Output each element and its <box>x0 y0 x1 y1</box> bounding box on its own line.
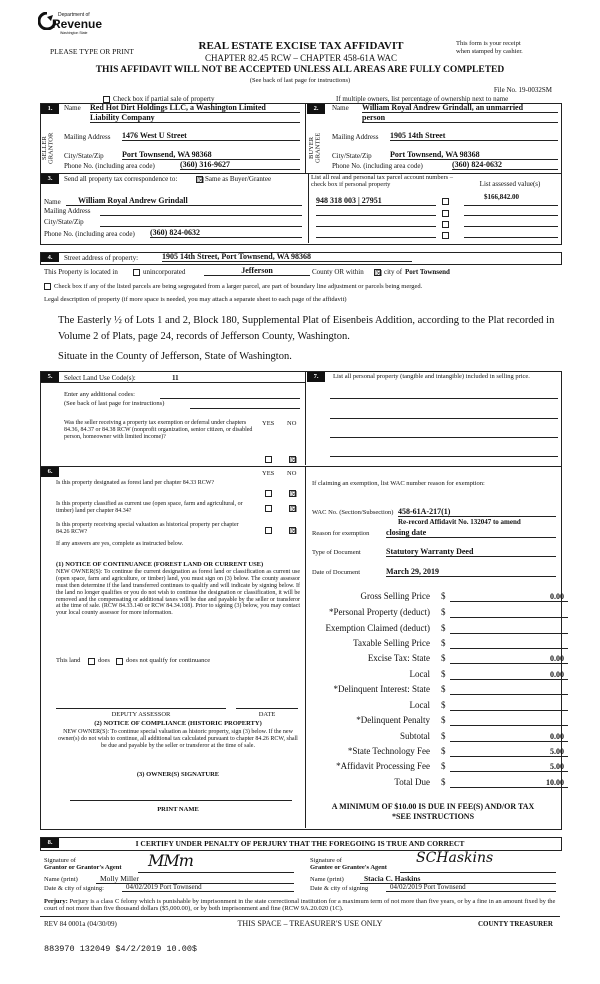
treasurer-space: THIS SPACE – TREASURER'S USE ONLY <box>237 919 383 928</box>
land-use-code[interactable]: 11 <box>172 374 179 382</box>
send-correspondence-label: Send all property tax correspondence to: <box>64 175 178 183</box>
agency-line3: Washington State <box>60 31 88 35</box>
historic-question: Is this property receiving special valuation as historical property per chapter 84.26 RCW? <box>56 522 239 535</box>
corr-name[interactable]: William Royal Andrew Grindall <box>66 196 302 206</box>
corr-phone-label: Phone No. (including area code) <box>44 230 135 238</box>
within-city-checkbox[interactable]: ☒ <box>375 269 383 278</box>
grantee-sig-label1: Signature of <box>310 857 342 864</box>
seller-name-line2[interactable]: Liability Company <box>90 113 300 123</box>
section-2-number: 2. <box>307 104 325 114</box>
exemption-no-checkbox[interactable]: ☒ <box>290 456 298 465</box>
exemption-yes-checkbox[interactable] <box>265 456 272 463</box>
tax-row-dollar: $ <box>441 777 446 787</box>
buyer-mailing[interactable]: 1905 14th Street <box>390 131 558 141</box>
buyer-side-label: BUYER GRANTEE <box>308 132 322 164</box>
file-no: File No. 19-0032SM <box>493 86 552 94</box>
land-use-box <box>40 371 562 467</box>
tax-row-dollar: $ <box>441 684 446 694</box>
tax-row-dollar: $ <box>441 715 446 725</box>
seller-mailing-label: Mailing Address <box>64 133 111 141</box>
forest-yes-checkbox[interactable] <box>265 490 272 497</box>
current-use-question: Is this property classified as current use (open space, farm and agricultural, or timber) land per chapter 84.34? <box>56 501 243 514</box>
partial-sale-label: Check box if partial sale of property <box>113 95 215 103</box>
county-field[interactable]: Jefferson <box>204 266 310 276</box>
grantee-signature[interactable]: SCHaskins <box>416 850 494 866</box>
treasurer-stamp: 883970 132049 $4/2/2019 10.00$ <box>44 944 198 954</box>
personal-property-label: List all personal property (tangible and intangible) included in selling price. <box>333 373 530 380</box>
personal-property-checkbox-1[interactable] <box>442 198 449 205</box>
legal-description[interactable]: The Easterly ½ of Lots 1 and 2, Block 180, Supplemental Plat of Eisenbeis Addition, according to the Plat recorded in Volume 2 of Plats, page 24, records of Jefferson County, Washington. <box>58 315 555 342</box>
property-city[interactable]: Port Townsend <box>405 268 450 276</box>
grantor-sig-label1: Signature of <box>44 857 76 864</box>
tax-row-label: Local <box>409 669 430 679</box>
seller-phone-label: Phone No. (including area code) <box>64 162 155 170</box>
land-use-no: NO <box>287 420 297 427</box>
rev-number: REV 84 0001a (04/30/09) <box>44 920 117 928</box>
tax-row-label: Excise Tax: State <box>367 653 430 663</box>
current-use-yes-checkbox[interactable] <box>265 505 272 512</box>
same-as-buyer-label: Same as Buyer/Grantee <box>205 175 272 183</box>
answers-note: If any answers are yes, complete as instructed below. <box>56 541 184 547</box>
section-6-number: 6. <box>41 467 59 477</box>
wac-number[interactable]: 458-61A-217(1) <box>398 507 556 517</box>
seller-mailing[interactable]: 1476 West U Street <box>122 131 300 141</box>
tax-row-value[interactable]: 10.00 <box>450 778 568 788</box>
tax-row-value[interactable]: 5.00 <box>450 747 568 757</box>
located-prefix: This Property is located in <box>44 268 118 276</box>
does-label: does <box>98 657 110 664</box>
agency-line1: Department of <box>58 12 90 18</box>
tax-row-value[interactable]: 0.00 <box>450 592 568 602</box>
same-as-buyer-checkbox[interactable]: ☒ <box>197 176 205 185</box>
buyer-mailing-label: Mailing Address <box>332 133 379 141</box>
corr-city-label: City/State/Zip <box>44 218 84 226</box>
tax-row-label: *Affidavit Processing Fee <box>336 761 430 771</box>
claim-exemption-label: If claiming an exemption, list WAC number reason for exemption: <box>312 480 485 487</box>
additional-codes-label: Enter any additional codes: <box>64 391 135 398</box>
tax-row-label: *Delinquent Penalty <box>356 715 430 725</box>
see-back: (See back of last page for instructions) <box>249 77 351 84</box>
tax-row-value[interactable] <box>450 685 568 695</box>
buyer-city-label: City/State/Zip <box>332 152 372 160</box>
grantee-date-label: Date & city of signing <box>310 885 369 892</box>
notice1-text: NEW OWNER(S): To continue the current designation as forest land or classification as current use (open space, farm and agriculture, or timber) land, you must sign on (3) below. The county assessor must then determine if the land transferred continues to qualify and will indicate by signing below. If the land no longer qualifies or you do not wish to continue the designation or classification, it will be removed and the compensating or additional taxes will be due and payable by the seller or transferor at the time of sale. (RCW 84.33.140 or RCW 84.34.108). Prior to signing (3) below, you may contact your local county assessor for more information. <box>56 569 300 617</box>
county-or-label: County OR within <box>312 268 364 276</box>
tax-row-dollar: $ <box>441 746 446 756</box>
seller-name-line1[interactable]: Red Hot Dirt Holdings LLC, a Washington Limited <box>90 103 300 113</box>
forest-no-checkbox[interactable]: ☒ <box>290 490 298 499</box>
partial-sale-checkbox[interactable] <box>103 96 110 103</box>
grantor-name-label: Name (print) <box>44 876 78 883</box>
personal-property-checkbox-3[interactable] <box>442 221 449 228</box>
tax-row-label: Taxable Selling Price <box>353 638 430 648</box>
does-not-checkbox[interactable] <box>116 658 123 665</box>
notice1-title: (1) NOTICE OF CONTINUANCE (FOREST LAND OR CURRENT USE) <box>56 561 264 568</box>
doc-type-label: Type of Document <box>312 549 361 556</box>
notice2-text: NEW OWNER(S): To continue special valuation as historic property, sign (3) below. If the new owner(s) do not wish to continue, all additional tax calculated pursuant to chapter 84.26 RCW, shall be due and payable by the seller or transferor at the time of sale. <box>58 729 298 749</box>
situate[interactable]: Situate in the County of Jefferson, State of Washington. <box>58 351 292 362</box>
this-land-label: This land <box>56 657 81 664</box>
chapter: CHAPTER 82.45 RCW – CHAPTER 458-61A WAC <box>205 53 397 63</box>
grantor-date-label: Date & city of signing: <box>44 885 104 892</box>
buyer-name-label: Name <box>332 104 349 112</box>
grantee-name-label: Name (print) <box>310 876 344 883</box>
grantee-sig-label2: Grantee or Grantee's Agent <box>310 864 387 871</box>
tax-row-label: *Personal Property (deduct) <box>329 607 430 617</box>
tax-row-dollar: $ <box>441 653 446 663</box>
please-type: PLEASE TYPE OR PRINT <box>50 47 134 56</box>
section-3-number: 3. <box>41 174 59 184</box>
does-checkbox[interactable] <box>88 658 95 665</box>
seller-name-label: Name <box>64 104 81 112</box>
tax-row-value[interactable]: 0.00 <box>450 654 568 664</box>
warning: THIS AFFIDAVIT WILL NOT BE ACCEPTED UNLESS ALL AREAS ARE FULLY COMPLETED <box>95 65 505 75</box>
reason-line1[interactable]: Re-record Affidavit No. 132047 to amend <box>398 518 521 526</box>
grantee-date[interactable]: 04/02/2019 Port Townsend <box>386 883 556 892</box>
land-use-see-back: (See back of last page for instructions) <box>64 400 165 407</box>
tax-row-dollar: $ <box>441 607 446 617</box>
unincorporated-checkbox[interactable] <box>133 269 140 276</box>
notice2-title: (2) NOTICE OF COMPLIANCE (HISTORIC PROPERTY) <box>94 720 262 727</box>
deputy-assessor-label: DEPUTY ASSESSOR <box>111 711 171 718</box>
land-use-label: Select Land Use Code(s): <box>64 374 136 382</box>
tax-row-label: *State Technology Fee <box>347 746 430 756</box>
agency-line2: Revenue <box>52 17 103 31</box>
historic-yes-checkbox[interactable] <box>265 527 272 534</box>
tax-row-value[interactable]: 5.00 <box>450 762 568 772</box>
tax-row-value[interactable] <box>450 701 568 711</box>
grantee-name[interactable]: Stacia C. Haskins <box>360 874 556 884</box>
minimum-note: A MINIMUM OF $10.00 IS DUE IN FEE(S) AND/OR TAX <box>331 802 535 811</box>
county-treasurer: COUNTY TREASURER <box>478 920 553 928</box>
s6-yes: YES <box>262 470 275 477</box>
seller-phone[interactable]: (360) 316-9627 <box>180 160 300 170</box>
street-label: Street address of property: <box>64 254 139 262</box>
tax-row-dollar: $ <box>441 700 446 710</box>
buyer-phone[interactable]: (360) 824-0632 <box>452 160 558 170</box>
personal-property-checkbox-2[interactable] <box>442 210 449 217</box>
corr-name-label: Name <box>44 198 61 206</box>
exemption-question: Was the seller receiving a property tax exemption or deferral under chapters 84.36, 84.37 or 84.38 RCW (nonprofit organization, senior citizen, or disabled person, homeowner with limited income)? <box>64 420 253 440</box>
tax-row-label: Exemption Claimed (deduct) <box>325 623 430 633</box>
assessed-label: List assessed value(s) <box>479 180 541 188</box>
parcel-account[interactable]: 948 318 003 | 27951 <box>316 196 436 206</box>
seller-city-label: City/State/Zip <box>64 152 104 160</box>
section-5-number: 5. <box>41 372 59 382</box>
multiple-owners-note: If multiple owners, list percentage of ownership next to name <box>336 95 509 103</box>
land-use-yes: YES <box>262 420 275 427</box>
tax-row-dollar: $ <box>441 623 446 633</box>
tax-row-label: Total Due <box>394 777 430 787</box>
segregated-checkbox[interactable] <box>44 283 51 290</box>
tax-row-value[interactable] <box>450 716 568 726</box>
owner-signature-label: (3) OWNER(S) SIGNATURE <box>136 771 220 778</box>
grantor-sig-label2: Grantor or Grantor's Agent <box>44 864 122 871</box>
forest-land-question: Is this property designated as forest land per chapter 84.33 RCW? <box>56 480 215 486</box>
doc-type[interactable]: Statutory Warranty Deed <box>386 547 556 557</box>
tax-row-label: Subtotal <box>399 731 430 741</box>
see-instructions: *SEE INSTRUCTIONS <box>391 812 475 821</box>
tax-row-dollar: $ <box>441 761 446 771</box>
section-4-number: 4. <box>41 253 59 262</box>
section-1-number: 1. <box>41 104 59 114</box>
tax-row-label: Gross Selling Price <box>360 591 430 601</box>
historic-no-checkbox[interactable]: ☒ <box>290 527 298 536</box>
corr-mailing-label: Mailing Address <box>44 207 91 215</box>
legal-label: Legal description of property (if more space is needed, you may attach a separate sheet to each page of the affidavit) <box>44 296 347 303</box>
tax-row-dollar: $ <box>441 638 446 648</box>
buyer-name-line2[interactable]: person <box>362 113 558 123</box>
current-use-no-checkbox[interactable]: ☒ <box>290 505 298 514</box>
deputy-date-label: DATE <box>258 711 276 718</box>
parties-box <box>40 103 562 245</box>
dor-logo <box>38 10 103 42</box>
receipt-note-2: when stamped by cashier. <box>456 48 523 55</box>
tax-row-value[interactable]: 0.00 <box>450 670 568 680</box>
personal-property-checkbox-4[interactable] <box>442 232 449 239</box>
grantor-name[interactable]: Molly Miller <box>96 874 294 884</box>
seller-side-label: SELLER GRANTOR <box>41 132 55 164</box>
s6-no: NO <box>287 470 297 477</box>
print-name-label: PRINT NAME <box>157 806 199 813</box>
tax-row-value[interactable]: 0.00 <box>450 732 568 742</box>
reason-label: Reason for exemption <box>312 530 370 537</box>
tax-row-dollar: $ <box>441 669 446 679</box>
assessed-value[interactable]: $166,842.00 <box>484 193 519 201</box>
tax-row-value[interactable] <box>450 608 568 618</box>
doc-date[interactable]: March 29, 2019 <box>386 567 556 577</box>
buyer-name-line1[interactable]: William Royal Andrew Grindall, an unmarried <box>362 103 558 113</box>
wac-label: WAC No. (Section/Subsection) <box>312 509 394 516</box>
segregated-label: Check box if any of the listed parcels are being segregated from a larger parcel, are part of boundary line adjustment or parcels being merged. <box>54 283 423 290</box>
section-8-number: 8. <box>41 838 59 848</box>
accounts-label: List all real and personal tax parcel account numbers – check box if personal property <box>311 174 454 189</box>
certify-text: I CERTIFY UNDER PENALTY OF PERJURY THAT THE FOREGOING IS TRUE AND CORRECT <box>135 839 465 848</box>
does-not-label: does not qualify for continuance <box>126 657 211 664</box>
tax-row-label: Local <box>409 700 430 710</box>
grantor-signature[interactable]: MMm <box>148 851 193 870</box>
receipt-note-1: This form is your receipt <box>456 40 521 47</box>
tax-row-dollar: $ <box>441 731 446 741</box>
perjury-label: Perjury: <box>44 898 68 905</box>
section-7-number: 7. <box>307 372 325 382</box>
buyer-phone-label: Phone No. (including area code) <box>332 162 423 170</box>
perjury-text: Perjury is a class C felony which is punishable by imprisonment in the state correctional institution for a maximum term of not more than five years, or by a fine in an amount fixed by the court of not more than five thousand dollars ($5,000.00), or by both imprisonment and fine (RCW 9A.20.020 (1C). <box>44 898 556 913</box>
unincorporated-label: unincorporated <box>143 268 186 276</box>
city-of-label: city of <box>384 268 403 276</box>
property-street[interactable]: 1905 14th Street, Port Townsend, WA 98368 <box>162 252 412 262</box>
tax-row-value[interactable] <box>450 639 568 649</box>
buyer-city[interactable]: Port Townsend, WA 98368 <box>390 150 558 160</box>
tax-row-dollar: $ <box>441 591 446 601</box>
tax-row-label: *Delinquent Interest: State <box>333 684 430 694</box>
doc-date-label: Date of Document <box>312 569 361 576</box>
grantor-date[interactable]: 04/02/2019 Port Townsend <box>122 883 294 892</box>
corr-phone[interactable]: (360) 824-0632 <box>150 228 302 238</box>
reason-line2[interactable]: closing date <box>386 528 556 538</box>
perjury-note <box>44 898 560 913</box>
form-title: REAL ESTATE EXCISE TAX AFFIDAVIT <box>198 40 404 52</box>
seller-city[interactable]: Port Townsend, WA 98368 <box>122 150 300 160</box>
tax-row-value[interactable] <box>450 624 568 634</box>
